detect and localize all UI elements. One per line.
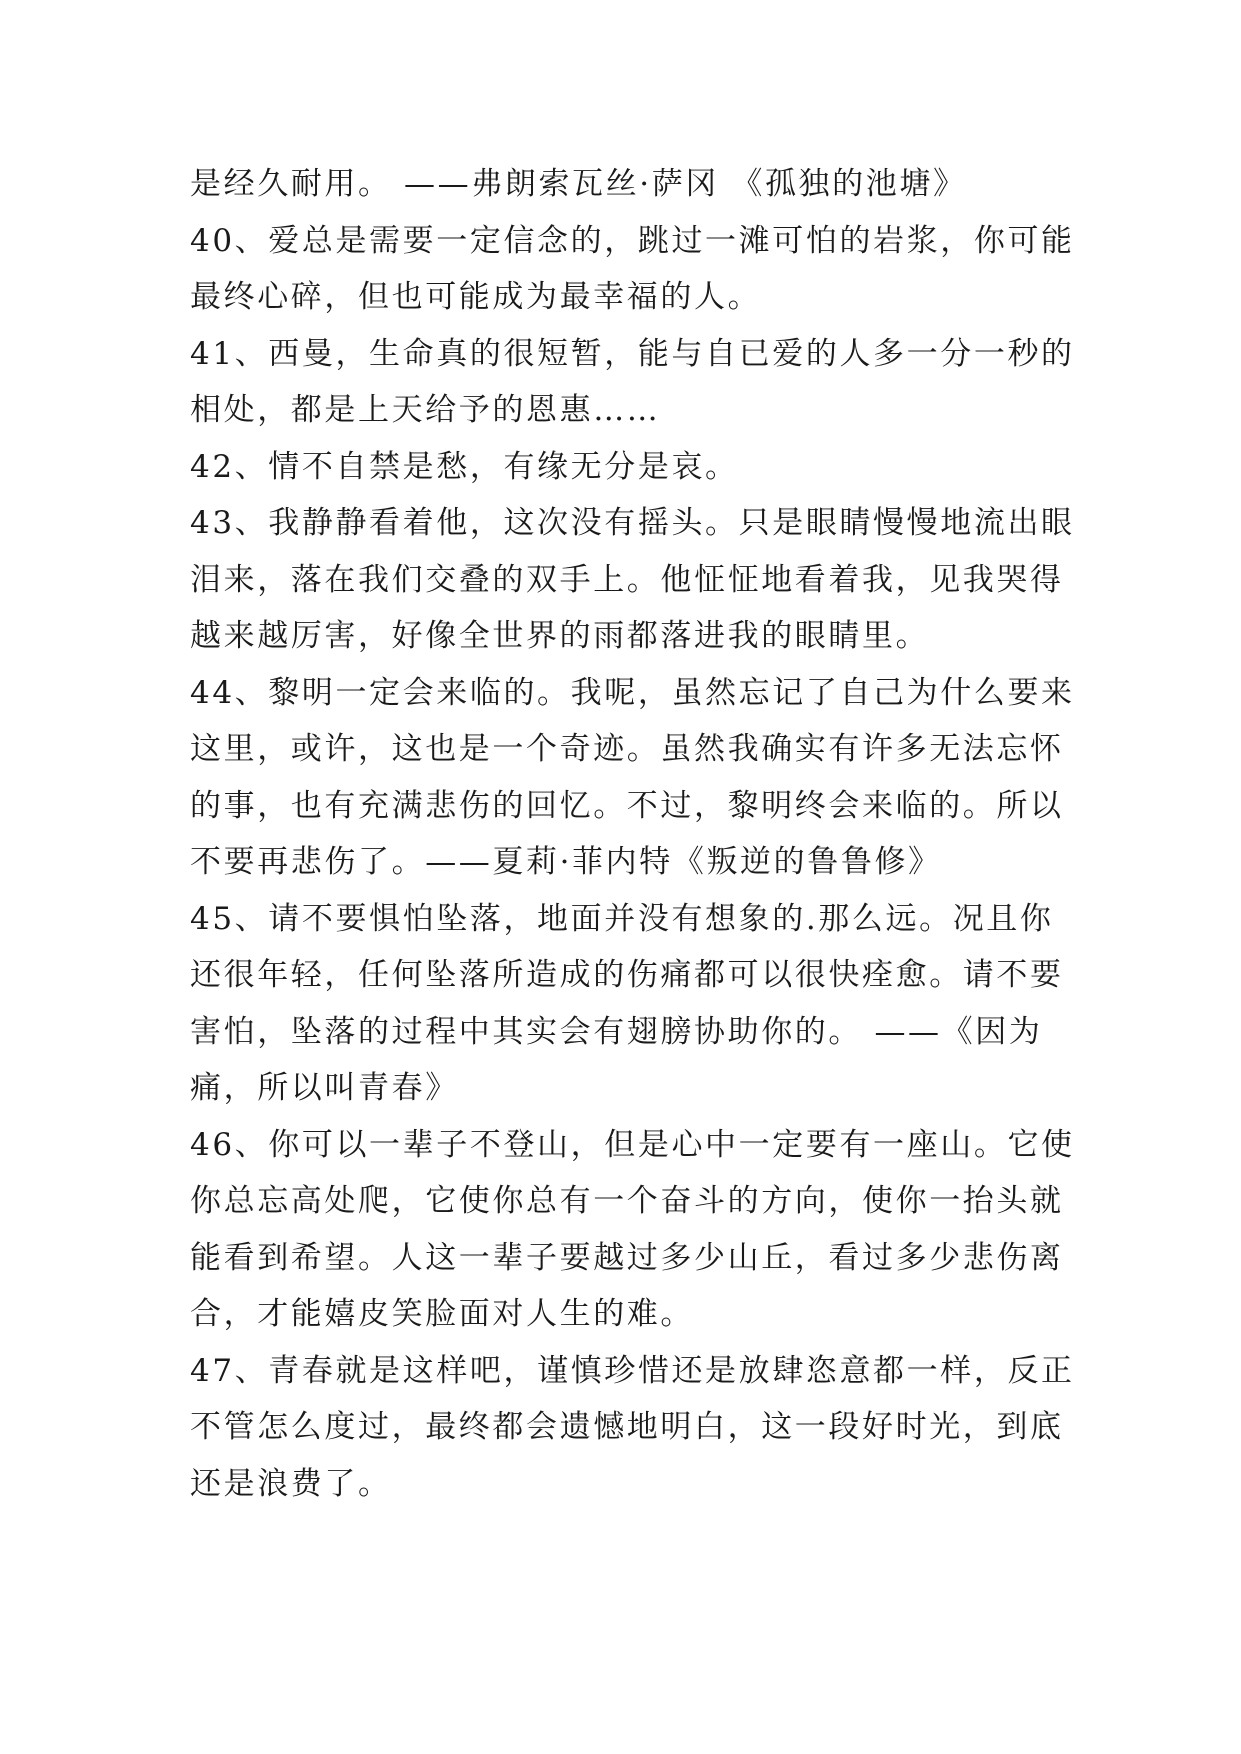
text-line: 害怕，坠落的过程中其实会有翅膀协助你的。 ——《因为 <box>190 1014 1043 1050</box>
text-line: 你总忘高处爬，它使你总有一个奋斗的方向，使你一抬头就 <box>190 1183 1064 1219</box>
text-line: 47、青春就是这样吧，谨慎珍惜还是放肆恣意都一样，反正 <box>190 1353 1075 1389</box>
text-line: 还很年轻，任何坠落所造成的伤痛都可以很快痊愈。请不要 <box>190 957 1064 993</box>
text-line: 45、请不要惧怕坠落，地面并没有想象的.那么远。况且你 <box>190 901 1054 937</box>
text-line: 43、我静静看着他，这次没有摇头。只是眼睛慢慢地流出眼 <box>190 505 1075 541</box>
text-line: 41、西曼，生命真的很短暂，能与自已爱的人多一分一秒的 <box>190 336 1075 372</box>
text-line: 不要再悲伤了。——夏莉·菲内特《叛逆的鲁鲁修》 <box>190 844 942 880</box>
text-line: 还是浪费了。 <box>190 1466 392 1502</box>
text-line: 合，才能嬉皮笑脸面对人生的难。 <box>190 1296 694 1332</box>
text-line: 42、情不自禁是愁，有缘无分是哀。 <box>190 449 739 485</box>
text-line: 这里，或许，这也是一个奇迹。虽然我确实有许多无法忘怀 <box>190 731 1064 767</box>
text-line: 46、你可以一辈子不登山，但是心中一定要有一座山。它使 <box>190 1127 1075 1163</box>
text-line: 相处，都是上天给予的恩惠…… <box>190 392 661 428</box>
text-line: 痛，所以叫青春》 <box>190 1070 459 1106</box>
text-line: 的事，也有充满悲伤的回忆。不过，黎明终会来临的。所以 <box>190 788 1064 824</box>
text-line: 能看到希望。人这一辈子要越过多少山丘，看过多少悲伤离 <box>190 1240 1064 1276</box>
text-line: 不管怎么度过，最终都会遗憾地明白，这一段好时光，到底 <box>190 1409 1064 1445</box>
text-line: 泪来，落在我们交叠的双手上。他怔怔地看着我，见我哭得 <box>190 562 1064 598</box>
text-line: 是经久耐用。 ——弗朗索瓦丝·萨冈 《孤独的池塘》 <box>190 166 967 202</box>
text-line: 44、黎明一定会来临的。我呢，虽然忘记了自己为什么要来 <box>190 675 1075 711</box>
text-line: 越来越厉害，好像全世界的雨都落进我的眼睛里。 <box>190 618 930 654</box>
text-line: 40、爱总是需要一定信念的，跳过一滩可怕的岩浆，你可能 <box>190 223 1075 259</box>
text-line: 最终心碎，但也可能成为最幸福的人。 <box>190 279 762 315</box>
